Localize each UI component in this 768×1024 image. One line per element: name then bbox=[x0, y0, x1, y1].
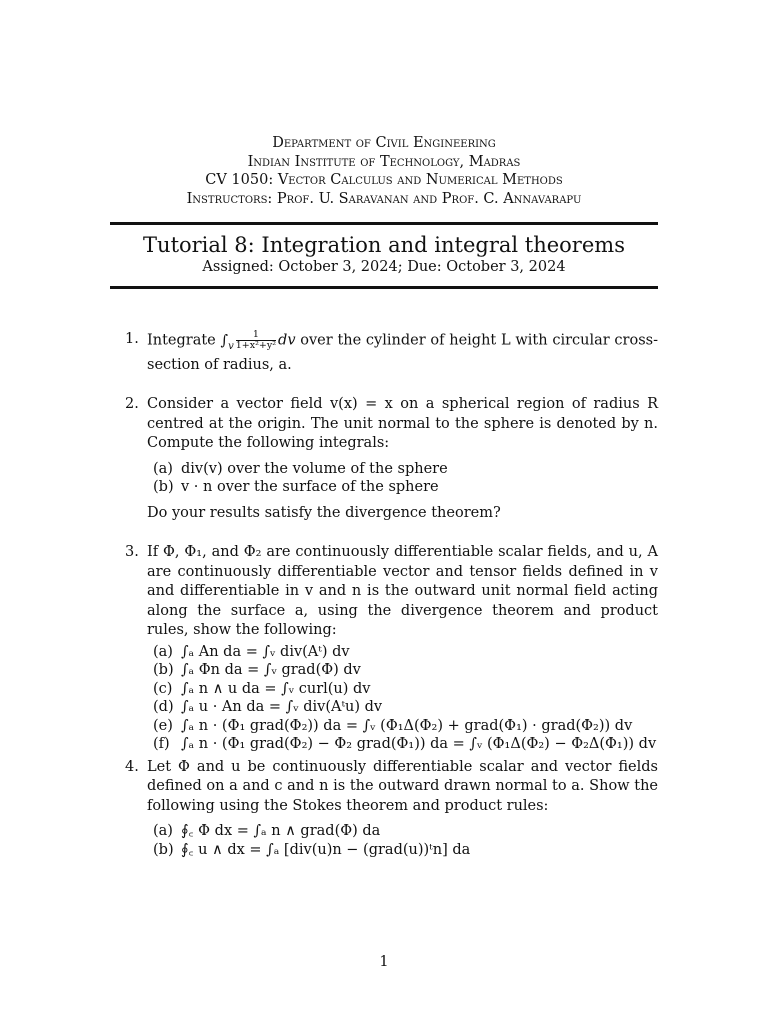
subpart: (b) ∫ₐ Φn da = ∫ᵥ grad(Φ) dv bbox=[153, 662, 361, 679]
institute-line: Indian Institute of Technology, Madras bbox=[247, 153, 521, 170]
problem-number: 4. bbox=[125, 758, 139, 775]
problem-3 bbox=[125, 543, 658, 754]
subpart: (f) ∫ₐ n · (Φ₁ grad(Φ₂) − Φ₂ grad(Φ₁)) da = ∫ᵥ (Φ₁Δ(Φ₂) − Φ₂Δ(Φ₁)) dv bbox=[153, 736, 657, 753]
problem-lead: Integrate bbox=[147, 332, 216, 349]
instructors-line: Instructors: Prof. U. Saravanan and Prof. C. Annavarapu bbox=[186, 190, 582, 207]
problem-number: 2. bbox=[125, 396, 139, 413]
subpart: (e) ∫ₐ n · (Φ₁ grad(Φ₂)) da = ∫ᵥ (Φ₁Δ(Φ₂) + grad(Φ₁) · grad(Φ₂)) dv bbox=[153, 717, 633, 734]
department-line: Department of Civil Engineering bbox=[272, 135, 496, 151]
problem-text: If Φ, Φ₁, and Φ₂ are continuously differentiable scalar fields, and u, A are continuously differentiable vector and tensor fields defined in v and differentiable in v and n is the outward unit normal field acting along the surface a, using the divergence theorem and product rules, show the following: bbox=[147, 544, 658, 639]
problem-1: 1. Integrate $\int_v$ $\frac{1}{\text{1+x²+y²}}$ dv over the cylinder of height L with circular cross-section of radius, a. bbox=[125, 329, 658, 373]
subpart: (a) ∫ₐ An da = ∫ᵥ div(Aᵗ) dv bbox=[153, 643, 350, 660]
problem-4 bbox=[125, 758, 658, 860]
page-title: Tutorial 8: Integration and integral theorems bbox=[143, 233, 625, 257]
title-block bbox=[0, 232, 768, 276]
subpart: (b) v · n over the surface of the sphere bbox=[153, 479, 439, 496]
subpart: (b) ∮꜀ u ∧ dx = ∫ₐ [div(u)n − (grad(u))ᵗn] da bbox=[153, 841, 471, 858]
integral-sign-icon: $\int_v$ bbox=[220, 332, 234, 352]
integrand-fraction bbox=[236, 330, 276, 351]
problem-number: 1. bbox=[125, 331, 139, 347]
page-number: 1 bbox=[379, 954, 389, 970]
problem-text: Let Φ and u be continuously differentiable scalar and vector fields defined on a and c and n is the outward drawn normal to a. Show the following using the Stokes theorem and product rules: bbox=[147, 758, 658, 814]
problem-2 bbox=[125, 395, 658, 523]
top-rule bbox=[110, 222, 658, 225]
fraction-denominator: 1+x²+y² bbox=[235, 340, 277, 351]
problem-list bbox=[125, 329, 658, 859]
bottom-rule bbox=[110, 286, 658, 289]
course-line: CV 1050: Vector Calculus and Numerical Methods bbox=[205, 172, 563, 188]
fraction-numerator: 1 bbox=[236, 330, 276, 341]
assigned-dates: Assigned: October 3, 2024; Due: October 3, 2024 bbox=[202, 259, 566, 275]
problem-text: over the cylinder of height L with circular cross-section of radius, a. bbox=[147, 332, 658, 373]
problem-text: Consider a vector field v(x) = x on a spherical region of radius R centred at the origin. The unit normal to the sphere is denoted by n. Compute the following integrals: bbox=[147, 396, 658, 452]
problem-number: 3. bbox=[125, 544, 139, 561]
subpart: (d) ∫ₐ u · An da = ∫ᵥ div(Aᵗu) dv bbox=[153, 699, 383, 716]
course-header bbox=[0, 134, 768, 208]
subpart: (a) div(v) over the volume of the sphere bbox=[153, 460, 448, 477]
problem-closing: Do your results satisfy the divergence theorem? bbox=[147, 504, 501, 521]
subpart: (c) ∫ₐ n ∧ u da = ∫ᵥ curl(u) dv bbox=[153, 680, 371, 697]
subpart: (a) ∮꜀ Φ dx = ∫ₐ n ∧ grad(Φ) da bbox=[153, 823, 381, 840]
